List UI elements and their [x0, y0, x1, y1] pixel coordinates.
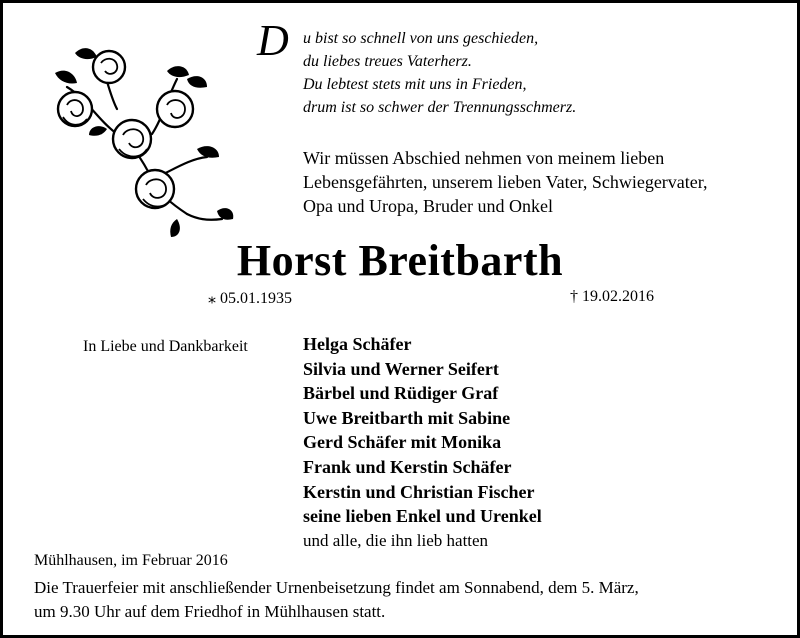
mourner: Uwe Breitbarth mit Sabine	[303, 407, 511, 428]
mourner: seine lieben Enkel und Urenkel	[303, 506, 542, 527]
poem-line-1-text: u bist so schnell von uns geschieden,	[303, 30, 539, 47]
roses-illustration-icon	[47, 39, 237, 239]
poem-line-3: Du lebtest stets mit uns in Frieden,	[303, 76, 527, 93]
deceased-name: Horst Breitbarth	[236, 236, 564, 285]
poem-initial: D	[257, 16, 289, 65]
mourner: Helga Schäfer	[303, 334, 412, 354]
poem-line-4: drum ist so schwer der Trennungsschmerz.	[303, 99, 577, 116]
death-date: † 19.02.2016	[570, 288, 654, 305]
poem-line-2: du liebes treues Vaterherz.	[303, 53, 472, 70]
mourners-list	[303, 332, 542, 553]
mourner: Silvia und Werner Seifert	[303, 358, 499, 379]
mourner: Gerd Schäfer mit Monika	[303, 432, 502, 453]
mourner: Bärbel und Rüdiger Graf	[303, 383, 499, 404]
dedication: In Liebe und Dankbarkeit	[83, 338, 248, 355]
intro-line-3: Opa und Uropa, Bruder und Onkel	[303, 196, 553, 216]
place-date: Mühlhausen, im Februar 2016	[34, 552, 228, 569]
funeral-notice	[34, 576, 639, 624]
mourner: Frank und Kerstin Schäfer	[303, 456, 512, 477]
intro-line-2: Lebensgefährten, unserem lieben Vater, Schwiegervater,	[303, 172, 708, 192]
poem	[257, 16, 577, 119]
notice-line-1: Die Trauerfeier mit anschließender Urnenbeisetzung findet am Sonnabend, dem 5. März,	[34, 578, 639, 597]
intro-line-1: Wir müssen Abschied nehmen von meinem lieben	[303, 148, 665, 168]
intro-text	[303, 146, 708, 218]
notice-line-2: um 9.30 Uhr auf dem Friedhof in Mühlhausen statt.	[34, 602, 386, 621]
closing-line: und alle, die ihn lieb hatten	[303, 530, 489, 550]
birth-date: ⁎ 05.01.1935	[208, 290, 292, 307]
mourner: Kerstin und Christian Fischer	[303, 481, 535, 502]
